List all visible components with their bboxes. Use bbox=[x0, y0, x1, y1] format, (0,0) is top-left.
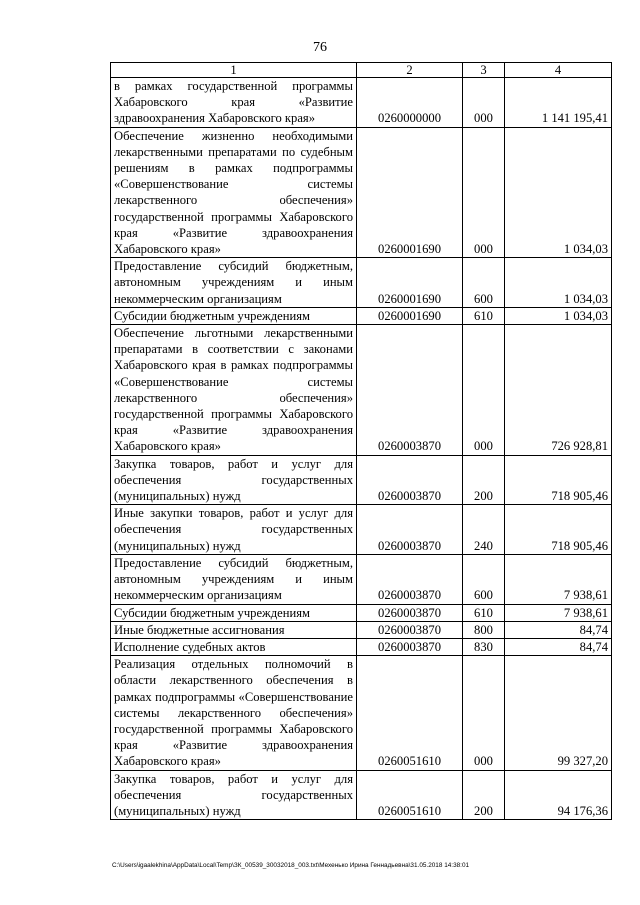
row-code: 0260003870 bbox=[357, 455, 463, 505]
row-type: 240 bbox=[463, 505, 505, 555]
row-code: 0260001690 bbox=[357, 127, 463, 258]
row-name: в рамках государственной программы Хабаровского края «Развитие здравоохранения Хабаровского края» bbox=[111, 78, 357, 128]
row-code: 0260051610 bbox=[357, 770, 463, 820]
row-amount: 1 141 195,41 bbox=[505, 78, 612, 128]
table-row bbox=[111, 770, 612, 820]
row-name: Закупка товаров, работ и услуг для обеспечения государственных (муниципальных) нужд bbox=[111, 455, 357, 505]
row-amount: 718 905,46 bbox=[505, 505, 612, 555]
row-amount: 718 905,46 bbox=[505, 455, 612, 505]
row-name: Закупка товаров, работ и услуг для обеспечения государственных (муниципальных) нужд bbox=[111, 770, 357, 820]
table-row bbox=[111, 505, 612, 555]
table-row bbox=[111, 258, 612, 308]
header-cell: 2 bbox=[357, 63, 463, 78]
row-name: Предоставление субсидий бюджетным, автономным учреждениям и иным некоммерческим организациям bbox=[111, 554, 357, 604]
row-type: 830 bbox=[463, 638, 505, 655]
row-code: 0260003870 bbox=[357, 604, 463, 621]
row-code: 0260001690 bbox=[357, 258, 463, 308]
row-name: Предоставление субсидий бюджетным, автономным учреждениям и иным некоммерческим организациям bbox=[111, 258, 357, 308]
table-row bbox=[111, 638, 612, 655]
table-row bbox=[111, 78, 612, 128]
header-cell: 1 bbox=[111, 63, 357, 78]
header-cell: 3 bbox=[463, 63, 505, 78]
row-name: Исполнение судебных актов bbox=[111, 638, 357, 655]
row-code: 0260003870 bbox=[357, 638, 463, 655]
row-type: 000 bbox=[463, 127, 505, 258]
file-path-footer: C:\Users\igaalekhina\AppData\Local\Temp\ЗК_00539_30032018_003.txt\Мехенько Ирина Геннадьевна\31.05.2018 14:38:01 bbox=[112, 862, 470, 869]
table-row bbox=[111, 455, 612, 505]
row-type: 800 bbox=[463, 621, 505, 638]
table-row bbox=[111, 604, 612, 621]
row-amount: 7 938,61 bbox=[505, 604, 612, 621]
row-type: 600 bbox=[463, 554, 505, 604]
row-name: Обеспечение жизненно необходимыми лекарственными препаратами по судебным решениям в рамках подпрограммы «Совершенствование системы лекарственного обеспечения» государственной программы Хабаровского края «Развитие здравоохранения Хабаровского края» bbox=[111, 127, 357, 258]
table-row bbox=[111, 554, 612, 604]
row-amount: 94 176,36 bbox=[505, 770, 612, 820]
row-amount: 1 034,03 bbox=[505, 258, 612, 308]
row-amount: 7 938,61 bbox=[505, 554, 612, 604]
row-code: 0260003870 bbox=[357, 505, 463, 555]
table-row bbox=[111, 307, 612, 324]
row-name: Обеспечение льготными лекарственными препаратами в соответствии с законами Хабаровского края в рамках подпрограммы «Совершенствование системы лекарственного обеспечения» государственной программы Хабаровского края «Развитие здравоохранения Хабаровского края» bbox=[111, 325, 357, 456]
page-number: 76 bbox=[313, 40, 327, 55]
row-amount: 726 928,81 bbox=[505, 325, 612, 456]
row-type: 000 bbox=[463, 78, 505, 128]
row-name: Субсидии бюджетным учреждениям bbox=[111, 604, 357, 621]
row-type: 610 bbox=[463, 604, 505, 621]
row-type: 600 bbox=[463, 258, 505, 308]
row-name: Реализация отдельных полномочий в области лекарственного обеспечения в рамках подпрограммы «Совершенствование системы лекарственного обеспечения» государственной программы Хабаровского края «Развитие здравоохранения Хабаровского края» bbox=[111, 656, 357, 770]
row-amount: 84,74 bbox=[505, 638, 612, 655]
row-type: 000 bbox=[463, 656, 505, 770]
row-type: 000 bbox=[463, 325, 505, 456]
row-amount: 1 034,03 bbox=[505, 127, 612, 258]
header-cell: 4 bbox=[505, 63, 612, 78]
row-amount: 99 327,20 bbox=[505, 656, 612, 770]
row-code: 0260003870 bbox=[357, 554, 463, 604]
row-amount: 1 034,03 bbox=[505, 307, 612, 324]
row-name: Иные бюджетные ассигнования bbox=[111, 621, 357, 638]
row-type: 200 bbox=[463, 455, 505, 505]
row-name: Субсидии бюджетным учреждениям bbox=[111, 307, 357, 324]
row-code: 0260003870 bbox=[357, 325, 463, 456]
table-row bbox=[111, 325, 612, 456]
row-type: 610 bbox=[463, 307, 505, 324]
row-code: 0260003870 bbox=[357, 621, 463, 638]
table-row bbox=[111, 656, 612, 770]
row-code: 0260001690 bbox=[357, 307, 463, 324]
table-header-row bbox=[111, 63, 612, 78]
row-type: 200 bbox=[463, 770, 505, 820]
table-row bbox=[111, 621, 612, 638]
row-amount: 84,74 bbox=[505, 621, 612, 638]
budget-table bbox=[110, 62, 612, 820]
row-code: 0260051610 bbox=[357, 656, 463, 770]
table-row bbox=[111, 127, 612, 258]
row-name: Иные закупки товаров, работ и услуг для обеспечения государственных (муниципальных) нужд bbox=[111, 505, 357, 555]
row-code: 0260000000 bbox=[357, 78, 463, 128]
